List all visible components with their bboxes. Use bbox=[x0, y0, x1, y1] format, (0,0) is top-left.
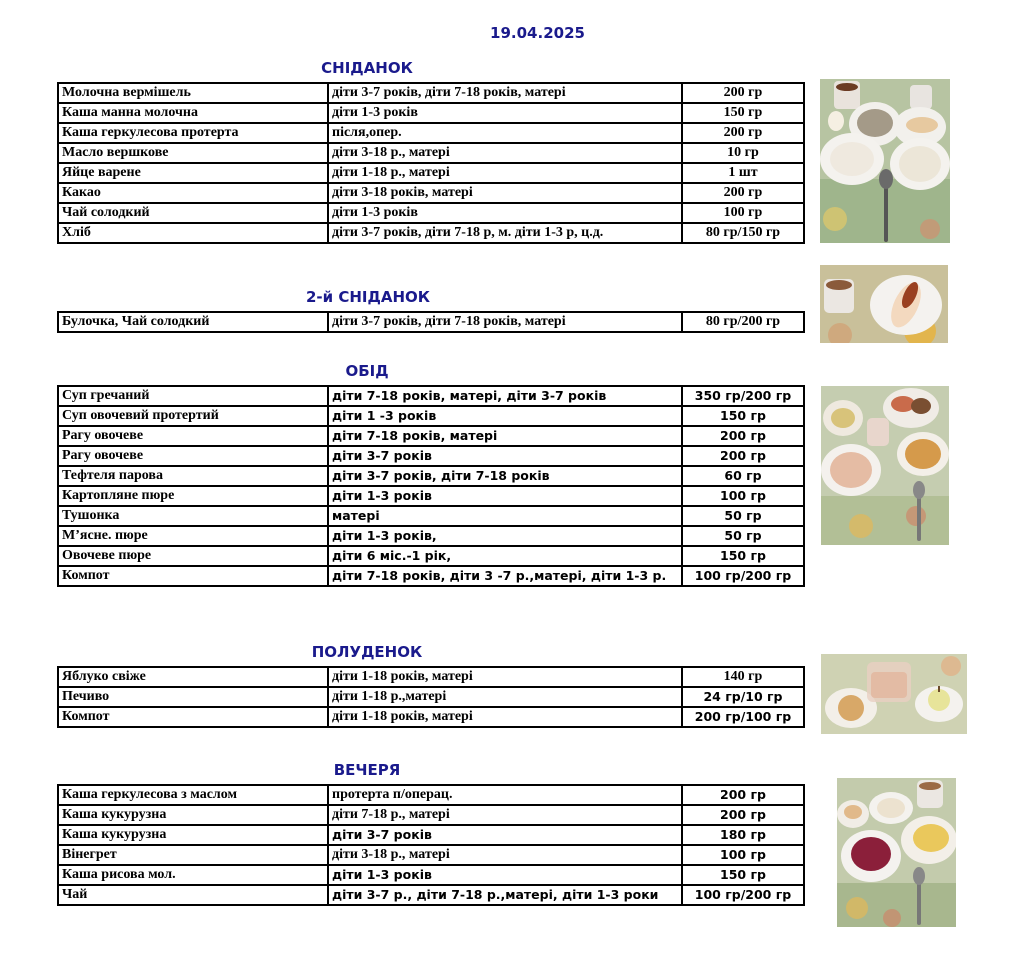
group-cell: діти 1-18 років, матері bbox=[328, 707, 682, 727]
dish-cell: Булочка, Чай солодкий bbox=[58, 312, 328, 332]
dish-cell: Яйце варене bbox=[58, 163, 328, 183]
dish-cell: Каша геркулесова протерта bbox=[58, 123, 328, 143]
breakfast-photo bbox=[820, 79, 950, 243]
portion-cell: 150 гр bbox=[682, 865, 804, 885]
dish-cell: Компот bbox=[58, 707, 328, 727]
portion-cell: 200 гр bbox=[682, 183, 804, 203]
table-row bbox=[58, 805, 804, 825]
portion-cell: 150 гр bbox=[682, 406, 804, 426]
dish-cell: Овочеве пюре bbox=[58, 546, 328, 566]
dish-cell: М’ясне. пюре bbox=[58, 526, 328, 546]
table-row bbox=[58, 687, 804, 707]
table-row bbox=[58, 386, 804, 406]
table-row bbox=[58, 406, 804, 426]
dish-cell: Тушонка bbox=[58, 506, 328, 526]
table-row bbox=[58, 143, 804, 163]
second-breakfast-photo bbox=[820, 265, 948, 343]
group-cell: діти 7-18 років, матері, діти 3-7 років bbox=[328, 386, 682, 406]
portion-cell: 60 гр bbox=[682, 466, 804, 486]
group-cell: діти 1-3 років bbox=[328, 486, 682, 506]
portion-cell: 10 гр bbox=[682, 143, 804, 163]
dish-cell: Какао bbox=[58, 183, 328, 203]
dish-cell: Масло вершкове bbox=[58, 143, 328, 163]
portion-cell: 200 гр bbox=[682, 426, 804, 446]
group-cell: діти 7-18 р., матері bbox=[328, 805, 682, 825]
table-row bbox=[58, 845, 804, 865]
dish-cell: Каша геркулесова з маслом bbox=[58, 785, 328, 805]
group-cell: матері bbox=[328, 506, 682, 526]
dish-cell: Молочна вермішель bbox=[58, 83, 328, 103]
afternoon-snack-table bbox=[57, 666, 805, 728]
portion-cell: 200 гр bbox=[682, 446, 804, 466]
portion-cell: 140 гр bbox=[682, 667, 804, 687]
dish-cell: Каша рисова мол. bbox=[58, 865, 328, 885]
lunch-table bbox=[57, 385, 805, 587]
dish-cell: Печиво bbox=[58, 687, 328, 707]
dish-cell: Яблуко свіже bbox=[58, 667, 328, 687]
dish-cell: Компот bbox=[58, 566, 328, 586]
portion-cell: 150 гр bbox=[682, 103, 804, 123]
afternoon-snack-photo bbox=[821, 654, 967, 734]
dish-cell: Суп гречаний bbox=[58, 386, 328, 406]
group-cell: діти 7-18 років, діти 3 -7 р.,матері, діти 1-3 р. bbox=[328, 566, 682, 586]
table-row bbox=[58, 426, 804, 446]
table-row bbox=[58, 885, 804, 905]
group-cell: діти 1-3 років bbox=[328, 865, 682, 885]
table-row bbox=[58, 486, 804, 506]
section-title-second-breakfast: 2-й СНІДАНОК bbox=[305, 288, 431, 306]
table-row bbox=[58, 526, 804, 546]
group-cell: діти 3-7 років, діти 7-18 років bbox=[328, 466, 682, 486]
dinner-table bbox=[57, 784, 805, 906]
portion-cell: 150 гр bbox=[682, 546, 804, 566]
portion-cell: 200 гр bbox=[682, 785, 804, 805]
table-row bbox=[58, 566, 804, 586]
portion-cell: 100 гр/200 гр bbox=[682, 885, 804, 905]
group-cell: діти 3-7 років, діти 7-18 р, м. діти 1-3 р, ц.д. bbox=[328, 223, 682, 243]
group-cell: діти 1-3 років, bbox=[328, 526, 682, 546]
table-row bbox=[58, 183, 804, 203]
table-row bbox=[58, 312, 804, 332]
dish-cell: Каша манна молочна bbox=[58, 103, 328, 123]
group-cell: діти 1 -3 років bbox=[328, 406, 682, 426]
portion-cell: 200 гр bbox=[682, 83, 804, 103]
dish-cell: Рагу овочеве bbox=[58, 426, 328, 446]
table-row bbox=[58, 446, 804, 466]
portion-cell: 180 гр bbox=[682, 825, 804, 845]
group-cell: діти 1-18 р.,матері bbox=[328, 687, 682, 707]
table-row bbox=[58, 83, 804, 103]
group-cell: діти 3-7 років bbox=[328, 825, 682, 845]
table-row bbox=[58, 223, 804, 243]
dish-cell: Тефтеля парова bbox=[58, 466, 328, 486]
portion-cell: 200 гр/100 гр bbox=[682, 707, 804, 727]
breakfast-table bbox=[57, 82, 805, 244]
lunch-photo bbox=[821, 386, 949, 545]
section-title-afternoon-snack: ПОЛУДЕНОК bbox=[311, 643, 423, 661]
table-row bbox=[58, 785, 804, 805]
group-cell: діти 1-18 р., матері bbox=[328, 163, 682, 183]
group-cell: діти 1-18 років, матері bbox=[328, 667, 682, 687]
table-row bbox=[58, 865, 804, 885]
group-cell: діти 3-7 років, діти 7-18 років, матері bbox=[328, 83, 682, 103]
group-cell: діти 3-18 р., матері bbox=[328, 845, 682, 865]
table-row bbox=[58, 707, 804, 727]
group-cell: діти 1-3 років bbox=[328, 103, 682, 123]
group-cell: діти 3-7 років bbox=[328, 446, 682, 466]
group-cell: діти 6 міс.-1 рік, bbox=[328, 546, 682, 566]
table-row bbox=[58, 546, 804, 566]
section-title-dinner: ВЕЧЕРЯ bbox=[333, 761, 401, 779]
group-cell: діти 3-18 р., матері bbox=[328, 143, 682, 163]
dish-cell: Хліб bbox=[58, 223, 328, 243]
section-title-lunch: ОБІД bbox=[345, 362, 389, 380]
dish-cell: Каша кукурузна bbox=[58, 825, 328, 845]
group-cell: діти 3-7 р., діти 7-18 р.,матері, діти 1-3 роки bbox=[328, 885, 682, 905]
table-row bbox=[58, 123, 804, 143]
table-row bbox=[58, 667, 804, 687]
dish-cell: Рагу овочеве bbox=[58, 446, 328, 466]
second-breakfast-table bbox=[57, 311, 805, 333]
portion-cell: 100 гр bbox=[682, 203, 804, 223]
table-row bbox=[58, 103, 804, 123]
table-row bbox=[58, 825, 804, 845]
group-cell: діти 1-3 років bbox=[328, 203, 682, 223]
table-row bbox=[58, 163, 804, 183]
dish-cell: Каша кукурузна bbox=[58, 805, 328, 825]
table-row bbox=[58, 466, 804, 486]
group-cell: після,опер. bbox=[328, 123, 682, 143]
portion-cell: 50 гр bbox=[682, 526, 804, 546]
portion-cell: 80 гр/150 гр bbox=[682, 223, 804, 243]
dish-cell: Чай bbox=[58, 885, 328, 905]
table-row bbox=[58, 506, 804, 526]
portion-cell: 80 гр/200 гр bbox=[682, 312, 804, 332]
group-cell: діти 7-18 років, матері bbox=[328, 426, 682, 446]
portion-cell: 200 гр bbox=[682, 123, 804, 143]
dinner-photo bbox=[837, 778, 956, 927]
dish-cell: Суп овочевий протертий bbox=[58, 406, 328, 426]
menu-date: 19.04.2025 bbox=[490, 24, 585, 42]
dish-cell: Вінегрет bbox=[58, 845, 328, 865]
portion-cell: 100 гр bbox=[682, 486, 804, 506]
group-cell: протерта п/операц. bbox=[328, 785, 682, 805]
portion-cell: 350 гр/200 гр bbox=[682, 386, 804, 406]
table-row bbox=[58, 203, 804, 223]
section-title-breakfast: СНІДАНОК bbox=[321, 59, 413, 77]
dish-cell: Чай солодкий bbox=[58, 203, 328, 223]
portion-cell: 50 гр bbox=[682, 506, 804, 526]
group-cell: діти 3-7 років, діти 7-18 років, матері bbox=[328, 312, 682, 332]
portion-cell: 1 шт bbox=[682, 163, 804, 183]
dish-cell: Картопляне пюре bbox=[58, 486, 328, 506]
portion-cell: 100 гр/200 гр bbox=[682, 566, 804, 586]
portion-cell: 100 гр bbox=[682, 845, 804, 865]
portion-cell: 24 гр/10 гр bbox=[682, 687, 804, 707]
group-cell: діти 3-18 років, матері bbox=[328, 183, 682, 203]
portion-cell: 200 гр bbox=[682, 805, 804, 825]
